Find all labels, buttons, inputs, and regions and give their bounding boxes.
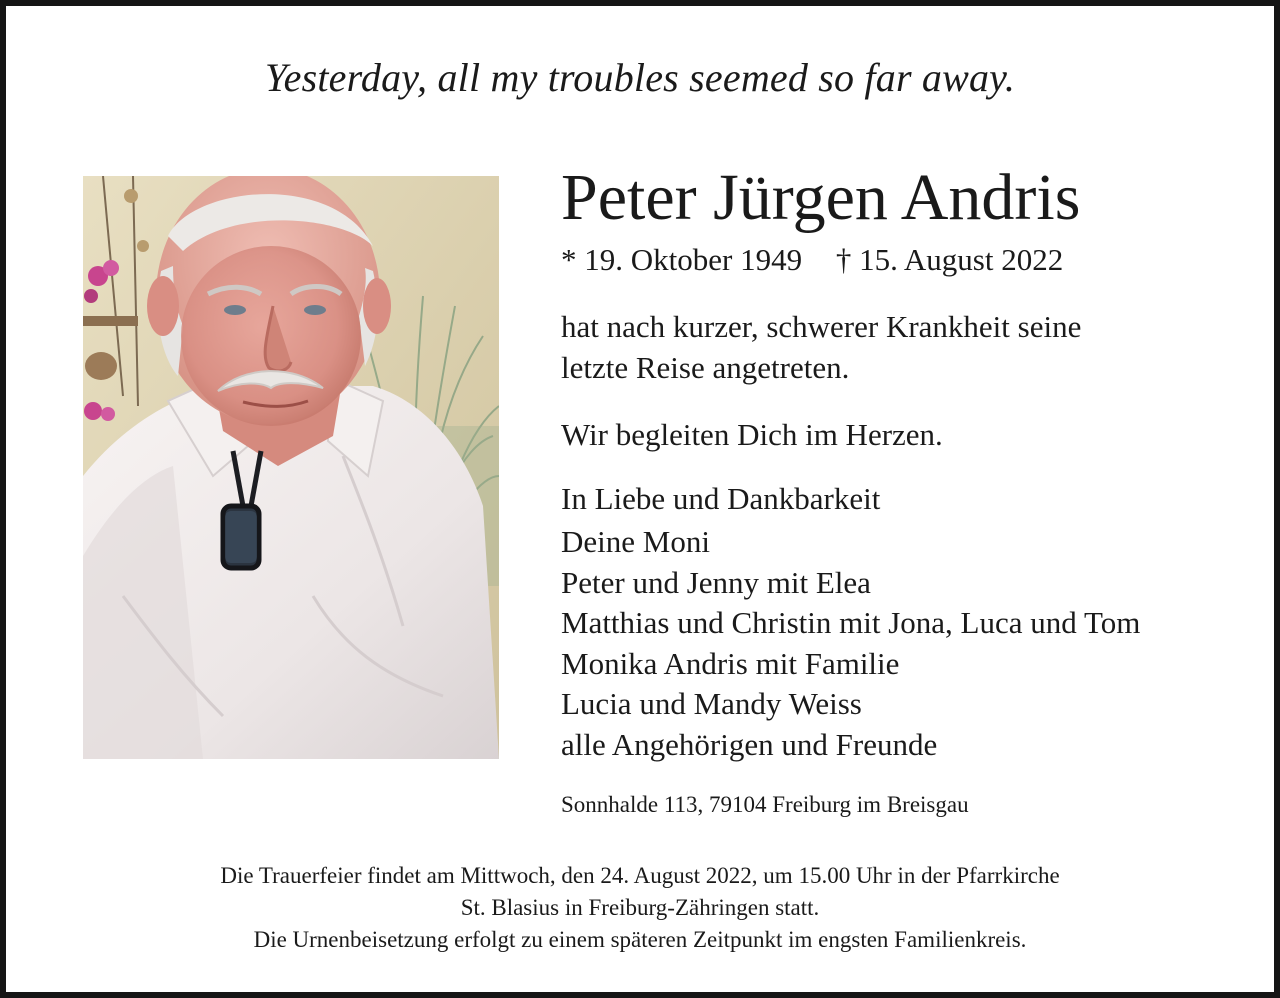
motto-quote: Yesterday, all my troubles seemed so far away.: [264, 55, 1016, 100]
mourner-entry: Matthias und Christin mit Jona, Luca und Tom: [561, 605, 1141, 640]
mourner-entry: Monika Andris mit Familie: [561, 645, 900, 681]
mourner-entry: Lucia und Mandy Weiss: [561, 686, 862, 721]
birth-date: * 19. Oktober 1949: [561, 242, 803, 277]
deceased-name: Peter Jürgen Andris: [561, 161, 1081, 234]
portrait-photo: [83, 176, 499, 759]
family-address: Sonnhalde 113, 79104 Freiburg im Breisgau: [561, 792, 969, 817]
closing-line: In Liebe und Dankbarkeit: [561, 481, 881, 516]
ceremony-info: [6, 860, 1274, 956]
ceremony-line: Die Trauerfeier findet am Mittwoch, den 24. August 2022, um 15.00 Uhr in der Pfarrkirche: [220, 863, 1060, 888]
ceremony-line: Die Urnenbeisetzung erfolgt zu einem späteren Zeitpunkt im engsten Familienkreis.: [253, 927, 1027, 952]
mourner-entry: Deine Moni: [561, 524, 710, 559]
passing-message-line: hat nach kurzer, schwerer Krankheit seine: [561, 309, 1082, 344]
passing-message: [561, 306, 1081, 388]
death-date: † 15. August 2022: [835, 242, 1064, 277]
ceremony-line: St. Blasius in Freiburg-Zähringen statt.: [460, 895, 820, 920]
life-dates: [561, 240, 1063, 280]
mourner-entry: alle Angehörigen und Freunde: [561, 726, 938, 762]
farewell-line: Wir begleiten Dich im Herzen.: [561, 417, 943, 452]
mourner-entry: Peter und Jenny mit Elea: [561, 564, 871, 600]
mourners-list: [561, 522, 1140, 765]
passing-message-line: letzte Reise angetreten.: [561, 350, 850, 385]
